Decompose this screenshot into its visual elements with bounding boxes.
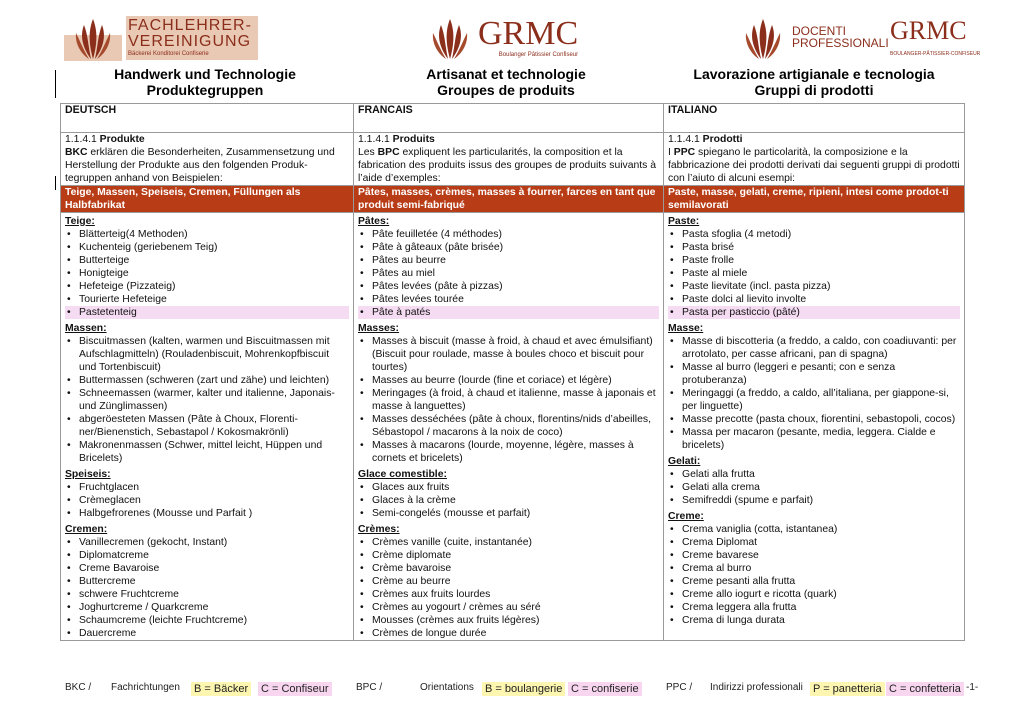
list-item: • Creme Bavaroise <box>65 562 349 575</box>
list-item: • Masse di biscotteria (a freddo, a caldo, con coadiuvanti: per arrotolato, per casse africani, pan di spagna) <box>668 335 960 361</box>
section-title: Creme: <box>668 511 704 522</box>
category-row <box>61 186 965 213</box>
intro-row <box>61 133 965 186</box>
wheat-logo-icon <box>424 15 476 61</box>
list-item: • Buttercreme <box>65 575 349 588</box>
footer-tag-boulangerie: B = boulangerie <box>482 682 565 696</box>
footer-tag-confetteria: C = confetteria <box>886 682 964 696</box>
section-title: Masse: <box>668 323 704 334</box>
section-list <box>65 481 349 520</box>
list-item: • Paste al miele <box>668 267 960 280</box>
section-list <box>358 536 659 640</box>
list-item: • Creme pesanti alla frutta <box>668 575 960 588</box>
list-item: • Meringages (à froid, à chaud et italienne, masse à japonais et masse à languettes) <box>358 387 659 413</box>
grmc-logo-center <box>424 14 578 62</box>
intro-text: spiegano le particolarità, la composizione e la fabbricazione dei prodotti derivati dai seguenti gruppi di prodotti con l’aiuto di alcuni esempi: <box>668 147 960 184</box>
header-it <box>664 66 964 98</box>
intro-text: erklären die Besonderheiten, Zusammensetzung und Herstellung der Produkte aus den folgenden Produk-tegruppen anhand von Beispielen: <box>65 147 335 184</box>
list-item: • Paste dolci al lievito involte <box>668 293 960 306</box>
list-item: • Pasta sfoglia (4 metodi) <box>668 228 960 241</box>
list-item: • Gelati alla crema <box>668 481 960 494</box>
list-item: • Pâtes levées (pâte à pizzas) <box>358 280 659 293</box>
footer-label-it: Indirizzi professionali <box>710 682 803 693</box>
list-item: • Pasta brisé <box>668 241 960 254</box>
intro-number: 1.1.4.1 <box>668 134 700 145</box>
fachlehrer-logo <box>64 14 258 62</box>
list-item: • Crèmeglacen <box>65 494 349 507</box>
logo-sub: BOULANGER-PÂTISSIER-CONFISEUR <box>890 51 981 57</box>
footer-label-fr: Orientations <box>420 682 474 693</box>
list-item: • Masses à macarons (lourde, moyenne, légère, masses à cornets et bricelets) <box>358 439 659 465</box>
list-item: • Semi-congelés (mousse et parfait) <box>358 507 659 520</box>
list-item: • Masses à biscuit (masse à froid, à chaud et avec émulsifiant) (Biscuit pour roulade, masse à boules choco et biscuit pour tourtes) <box>358 335 659 374</box>
section-title: Pâtes: <box>358 216 390 227</box>
header-de <box>55 66 355 98</box>
footer-tag-confiserie: C = confiserie <box>568 682 642 696</box>
logo-line2: VEREINIGUNG <box>128 33 252 50</box>
list-item: • Crema Diplomat <box>668 536 960 549</box>
list-item: • Glaces aux fruits <box>358 481 659 494</box>
language-row <box>61 104 965 133</box>
footer-tag-confiseur-de: C = Confiseur <box>258 682 332 696</box>
sections-it <box>664 213 965 641</box>
list-item: • Pâtes au miel <box>358 267 659 280</box>
list-item: • Pasta per pasticcio (pâté) <box>668 306 960 319</box>
list-item: • Pâte feuilletée (4 méthodes) <box>358 228 659 241</box>
header-fr <box>356 66 656 98</box>
footer <box>60 682 980 696</box>
intro-it <box>664 133 965 186</box>
docenti-logo <box>738 14 981 62</box>
list-item: • Schaumcreme (leichte Fruchtcreme) <box>65 614 349 627</box>
margin-line-top <box>55 70 56 98</box>
section-list <box>358 481 659 520</box>
footer-abbr-it: PPC / <box>666 682 693 693</box>
list-item: • Makronenmassen (Schwer, mittel leicht, Hüppen und Bricelets) <box>65 439 349 465</box>
list-item: • Crema vaniglia (cotta, istantanea) <box>668 523 960 536</box>
list-item: • Paste lievitate (incl. pasta pizza) <box>668 280 960 293</box>
list-item: • Pâtes au beurre <box>358 254 659 267</box>
section-list <box>668 468 960 507</box>
header-de-line1: Handwerk und Technologie <box>114 66 296 82</box>
section-title: Speiseis: <box>65 469 111 480</box>
wheat-logo-icon <box>64 15 122 61</box>
section-list <box>65 536 349 640</box>
footer-tag-bakery: B = Bäcker <box>191 682 251 696</box>
list-item: • Pastetenteig <box>65 306 349 319</box>
header-de-line2: Produktegruppen <box>146 82 264 98</box>
section-title: Paste: <box>668 216 700 227</box>
list-item: • Pâte à gâteaux (pâte brisée) <box>358 241 659 254</box>
intro-abbr: BPC <box>377 147 400 158</box>
list-item: • Dauercreme <box>65 627 349 640</box>
logo-line2: PROFESSIONALI <box>792 36 889 50</box>
intro-title: Produits <box>392 134 435 145</box>
logo-sub: Bäckerei Konditorei Confiserie <box>128 51 209 57</box>
logo-sub: Boulanger Pâtissier Confiseur <box>498 52 579 58</box>
list-item: • Masses desséchées (pâte à choux, florentins/nids d’abeilles, Sébastopol / macarons à la noix de coco) <box>358 413 659 439</box>
list-item: • Meringaggi (a freddo, a caldo, all’italiana, per giappone-si, per linguette) <box>668 387 960 413</box>
list-item: • Crema di lunga durata <box>668 614 960 627</box>
section-title: Crèmes: <box>358 524 400 535</box>
list-item: • Crèmes de longue durée <box>358 627 659 640</box>
section-list <box>668 228 960 319</box>
list-item: • Buttermassen (schweren (zart und zähe) und leichten) <box>65 374 349 387</box>
list-item: • Crèmes au yogourt / crèmes au séré <box>358 601 659 614</box>
list-item: • Crème au beurre <box>358 575 659 588</box>
list-item: • Semifreddi (spume e parfait) <box>668 494 960 507</box>
logo-line1: DOCENTI <box>792 24 846 38</box>
lang-it: ITALIANO <box>664 104 965 133</box>
logo-name: GRMC <box>890 16 967 45</box>
intro-title: Prodotti <box>702 134 743 145</box>
category-fr: Pâtes, masses, crèmes, masses à fourrer, farces en tant que produit semi-fabriqué <box>354 186 664 213</box>
intro-de <box>61 133 354 186</box>
section-list <box>65 228 349 319</box>
sections-de <box>61 213 354 641</box>
intro-number: 1.1.4.1 <box>358 134 390 145</box>
content-row <box>61 213 965 641</box>
list-item: • Creme bavarese <box>668 549 960 562</box>
list-item: • Pâtes levées tourée <box>358 293 659 306</box>
list-item: • Hefeteige (Pizzateig) <box>65 280 349 293</box>
footer-abbr-de: BKC / <box>65 682 92 693</box>
list-item: • Crème diplomate <box>358 549 659 562</box>
lang-de: DEUTSCH <box>61 104 354 133</box>
section-list <box>65 335 349 465</box>
intro-number: 1.1.4.1 <box>65 134 97 145</box>
list-item: • Crema al burro <box>668 562 960 575</box>
list-item: • Fruchtglacen <box>65 481 349 494</box>
section-title: Cremen: <box>65 524 108 535</box>
section-list <box>358 335 659 465</box>
category-it: Paste, masse, gelati, creme, ripieni, intesi come prodot-ti semilavorati <box>664 186 965 213</box>
list-item: • Vanillecremen (gekocht, Instant) <box>65 536 349 549</box>
list-item: • Mousses (crèmes aux fruits légères) <box>358 614 659 627</box>
header-it-line2: Gruppi di prodotti <box>754 82 874 98</box>
wheat-logo-icon <box>738 15 788 61</box>
list-item: • Joghurtcreme / Quarkcreme <box>65 601 349 614</box>
logo-name: GRMC <box>478 15 579 52</box>
list-item: • Halbgefrorenes (Mousse und Parfait ) <box>65 507 349 520</box>
footer-label-de: Fachrichtungen <box>111 682 180 693</box>
list-item: • Glaces à la crème <box>358 494 659 507</box>
footer-tag-panetteria: P = panetteria <box>810 682 885 696</box>
section-list <box>358 228 659 319</box>
category-de: Teige, Massen, Speiseis, Cremen, Füllungen als Halbfabrikat <box>61 186 354 213</box>
intro-abbr: BKC <box>65 147 88 158</box>
list-item: • Pâte à patés <box>358 306 659 319</box>
section-title: Masses: <box>358 323 400 334</box>
list-item: • Tourierte Hefeteige <box>65 293 349 306</box>
section-title: Glace comestible: <box>358 469 447 480</box>
intro-text: expliquent les particularités, la composition et la fabrication des produits issus des groupes de produits suivants à l’aide d’exemples: <box>358 147 657 184</box>
intro-abbr: PPC <box>673 147 696 158</box>
header-it-line1: Lavorazione artigianale e tecnologia <box>693 66 935 82</box>
list-item: • Butterteige <box>65 254 349 267</box>
list-item: • Gelati alla frutta <box>668 468 960 481</box>
intro-fr <box>354 133 664 186</box>
list-item: • Massa per macaron (pesante, media, leggera. Cialde e bricelets) <box>668 426 960 452</box>
section-list <box>668 523 960 627</box>
list-item: • Crèmes vanille (cuite, instantanée) <box>358 536 659 549</box>
intro-title: Produkte <box>99 134 145 145</box>
list-item: • Crema leggera alla frutta <box>668 601 960 614</box>
list-item: • Diplomatcreme <box>65 549 349 562</box>
section-list <box>668 335 960 452</box>
footer-abbr-fr: BPC / <box>356 682 383 693</box>
list-item: • Crèmes aux fruits lourdes <box>358 588 659 601</box>
margin-line-mid <box>55 176 56 190</box>
lang-fr: FRANCAIS <box>354 104 664 133</box>
list-item: • Blätterteig(4 Methoden) <box>65 228 349 241</box>
list-item: • Paste frolle <box>668 254 960 267</box>
page-number: -1- <box>966 682 979 693</box>
sections-fr <box>354 213 664 641</box>
list-item: • Crème bavaroise <box>358 562 659 575</box>
list-item: • Honigteige <box>65 267 349 280</box>
list-item: • Schneemassen (warmer, kalter und italienne, Japonais- und Zünglimassen) <box>65 387 349 413</box>
list-item: • Creme allo iogurt e ricotta (quark) <box>668 588 960 601</box>
section-title: Gelati: <box>668 456 701 467</box>
header-fr-line2: Groupes de produits <box>437 82 575 98</box>
list-item: • Kuchenteig (geriebenem Teig) <box>65 241 349 254</box>
logo-line1: FACHLEHRER- <box>128 17 252 34</box>
intro-prefix: Les <box>358 147 375 158</box>
section-title: Teige: <box>65 216 95 227</box>
list-item: • schwere Fruchtcreme <box>65 588 349 601</box>
list-item: • abgeröesteten Massen (Pâte à Choux, Florenti-ner/Bienenstich, Sebastapol / Kokosmakrönli) <box>65 413 349 439</box>
intro-prefix: I <box>668 147 671 158</box>
section-title: Massen: <box>65 323 107 334</box>
list-item: • Masse precotte (pasta choux, fiorentini, sebastopoli, cocos) <box>668 413 960 426</box>
header-fr-line1: Artisanat et technologie <box>426 66 586 82</box>
list-item: • Masses au beurre (lourde (fine et coriace) et légère) <box>358 374 659 387</box>
list-item: • Masse al burro (leggeri e pesanti; con e senza protuberanza) <box>668 361 960 387</box>
product-groups-table <box>60 103 965 641</box>
list-item: • Biscuitmassen (kalten, warmen und Biscuitmassen mit Aufschlagmitteln) (Rouladenbiscuit, Mohrenkopfbiscuit und Tortenbiscuit) <box>65 335 349 374</box>
